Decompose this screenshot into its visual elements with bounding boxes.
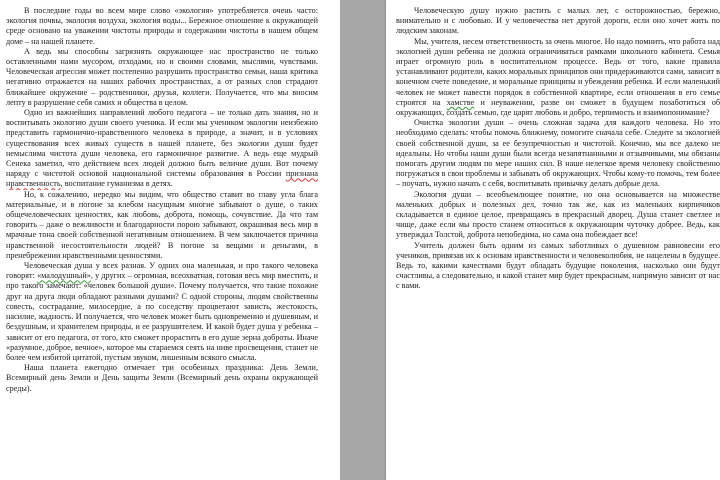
paragraph: Экология души – всеобъемлющее понятие, но она основывается на множестве маленьких добрых и полезных дел, точно так же, как из маленьких кирпичиков складывается в единое целое, превращаясь в прекрасный дворец. Душа станет светлее и чище, даже если мы просто станем относиться к окружающим чуточку добрее. Ведь, как утверждал Толстой, доброта непобедима, но сама она побеждает все! — [396, 189, 720, 240]
paragraph: Очистка экологии души – очень сложная задача для каждого человека. Но это необходимо сделать: чтобы помочь ближнему, помогите сначала себе. Следите за экологией своей собственной души, за ее безупречностью и чистотой. Конечно, мы все далеко не идеальны. Но чтобы наши души были всегда незапятнанными и отзывчивыми, мы обязаны помогать другим людям по мере наших сил. В наше нелегкое время человеку свойственно погружаться в свои проблемы и забывать об окружающих. Чтобы кому-то помочь, тем более – поучать, нужно начать с себя, воспитывать привычку делать добрые дела. — [396, 118, 720, 189]
flagged-word: хамстве — [446, 97, 475, 107]
text-column-left — [6, 6, 318, 480]
paragraph: Человеческую душу нужно растить с малых лет, с осторожностью, бережно, внимательно и с любовью. И у человечества нет другой дороги, если оно хочет жить по людским законам. — [396, 6, 720, 36]
paragraph: В последние годы во всем мире слово «экология» употребляется очень часто: экология почвы, экология воздуха, экология воды... Бережное отношение к окружающей среде основано на уважении чистоты природы и содержании чистоты в нашем общем доме – на нашей планете. — [6, 6, 318, 46]
document-page-right — [386, 0, 720, 480]
paragraph: Учитель должен быть одним из самых заботливых о душевном равновесии его учеников, привязав их к основам нравственности и человеколюбия, не нацелены в будущее. Ведь то, какими качествами будут обладать будущие поколения, насколько они будут счастливы, а следовательно, и какой станет мир будет прекрасным, напрямую зависит от нас с вами. — [396, 240, 720, 291]
paragraph: Но, к сожалению, нередко мы видим, что общество ставит во главу угла блага материальные, и в погоне за клебом насущным многие забывают о душе, о таких общечеловеческих ценностях, как любовь, доброта, помощь, сочувствие. Да что там говорить – даже о вежливости и благодарности порою забывают, окрашивая весь мир в мрачные тона своей собственной негативным отношением. В чем заключается причина нравственной несостоятельности людей? В погоне за вещами и деньгами, в пренебрежении нравственными ценностями. — [6, 189, 318, 260]
paragraph: Наша планета ежегодно отмечает три особенных праздника: День Земли, Всемирный день Земли и День защиты Земли (Всемирный день охраны окружающей среды). — [6, 363, 318, 393]
flagged-word: «малодушный» — [37, 271, 91, 281]
page-gutter — [340, 0, 386, 480]
flagged-word: признана нравственность — [6, 169, 318, 189]
paragraph: Мы, учителя, несем ответственность за очень многое. Но надо помнить, что работа над экологией души ребенка не должна ограничиваться рамками школьного кабинета. Семья играет огромную роль в воспитательном процессе. Ведь от того, какие правила устанавливают родители, каких моральных принципов они придерживаются сами, зависит в конечном счете поведение, и моральные принципы и убеждения ребенка. И если маленький человек не может навести порядок в собственной квартире, если отношения в его семье строятся на хамстве и неуважении, разве он сможет в будущем позаботиться об окружающих, создать семью, где царят любовь и добро, терпимость и взаимопонимание? — [396, 36, 720, 118]
paragraph: Одно из важнейших направлений любого педагога – не только дать знания, но и воспитывать экологию души своего ученика. И если мы учеником экологии неизбежно представить гармонично-нравственного человека в природе, а значит, и в условиях существования всех живых существ в нашей планете, без экологии души будет немыслима чистота души человека, его гармоничное развитие. А ведь еще мудрый Сенека заметил, что действием всех людей должно быть величие души. Вот почему наряду с чистотой основой национальной системы образования в России признана нравственность, воспитание гуманизма в детях. — [6, 108, 318, 189]
text-column-right — [396, 6, 720, 480]
document-page-left — [0, 0, 340, 480]
paragraph: Человеческая душа у всех разная. У одних она маленькая, и про такого человека говорят: «малодушный», у других – огромная, всеохватная, готовая весь мир вместить, и про такого замечают: «человек большой души». Почему получается, что такие похожие друг на друга люди обладают разными душами? С одной стороны, людям свойственны совесть, сострадание, милосердие, а по соседству процветают зависть, жестокость, насилие, жадность. И получается, что человек может быть одновременно и душевным, и бездушным, и хранителем природы, и ее разрушителем. И какой будет душа у ребенка – зависит от его педагога, от того, кто сможет прорастить в его душе зерна доброты. Иначе «разумное, доброе, вечное», которое мы стараемся сеять на ниве просвещения, станет не более чем избитой цитатой, пустым звуком, лишенным всякого смысла. — [6, 261, 318, 362]
paragraph: А ведь мы способны загрязнять окружающее нас пространство не только оставленными нами мусором, отходами, но и своими словами, мыслями, чувствами. Человеческая агрессия может постепенно разрушить пространство семьи, наша критика негативно отражается на наших рабочих пространствах, а от разных слов страдают ближайшее окружение – родственники, друзья, коллеги. Получается, что мы вносим лепту в разрушение себя самих и общества в целом. — [6, 46, 318, 107]
